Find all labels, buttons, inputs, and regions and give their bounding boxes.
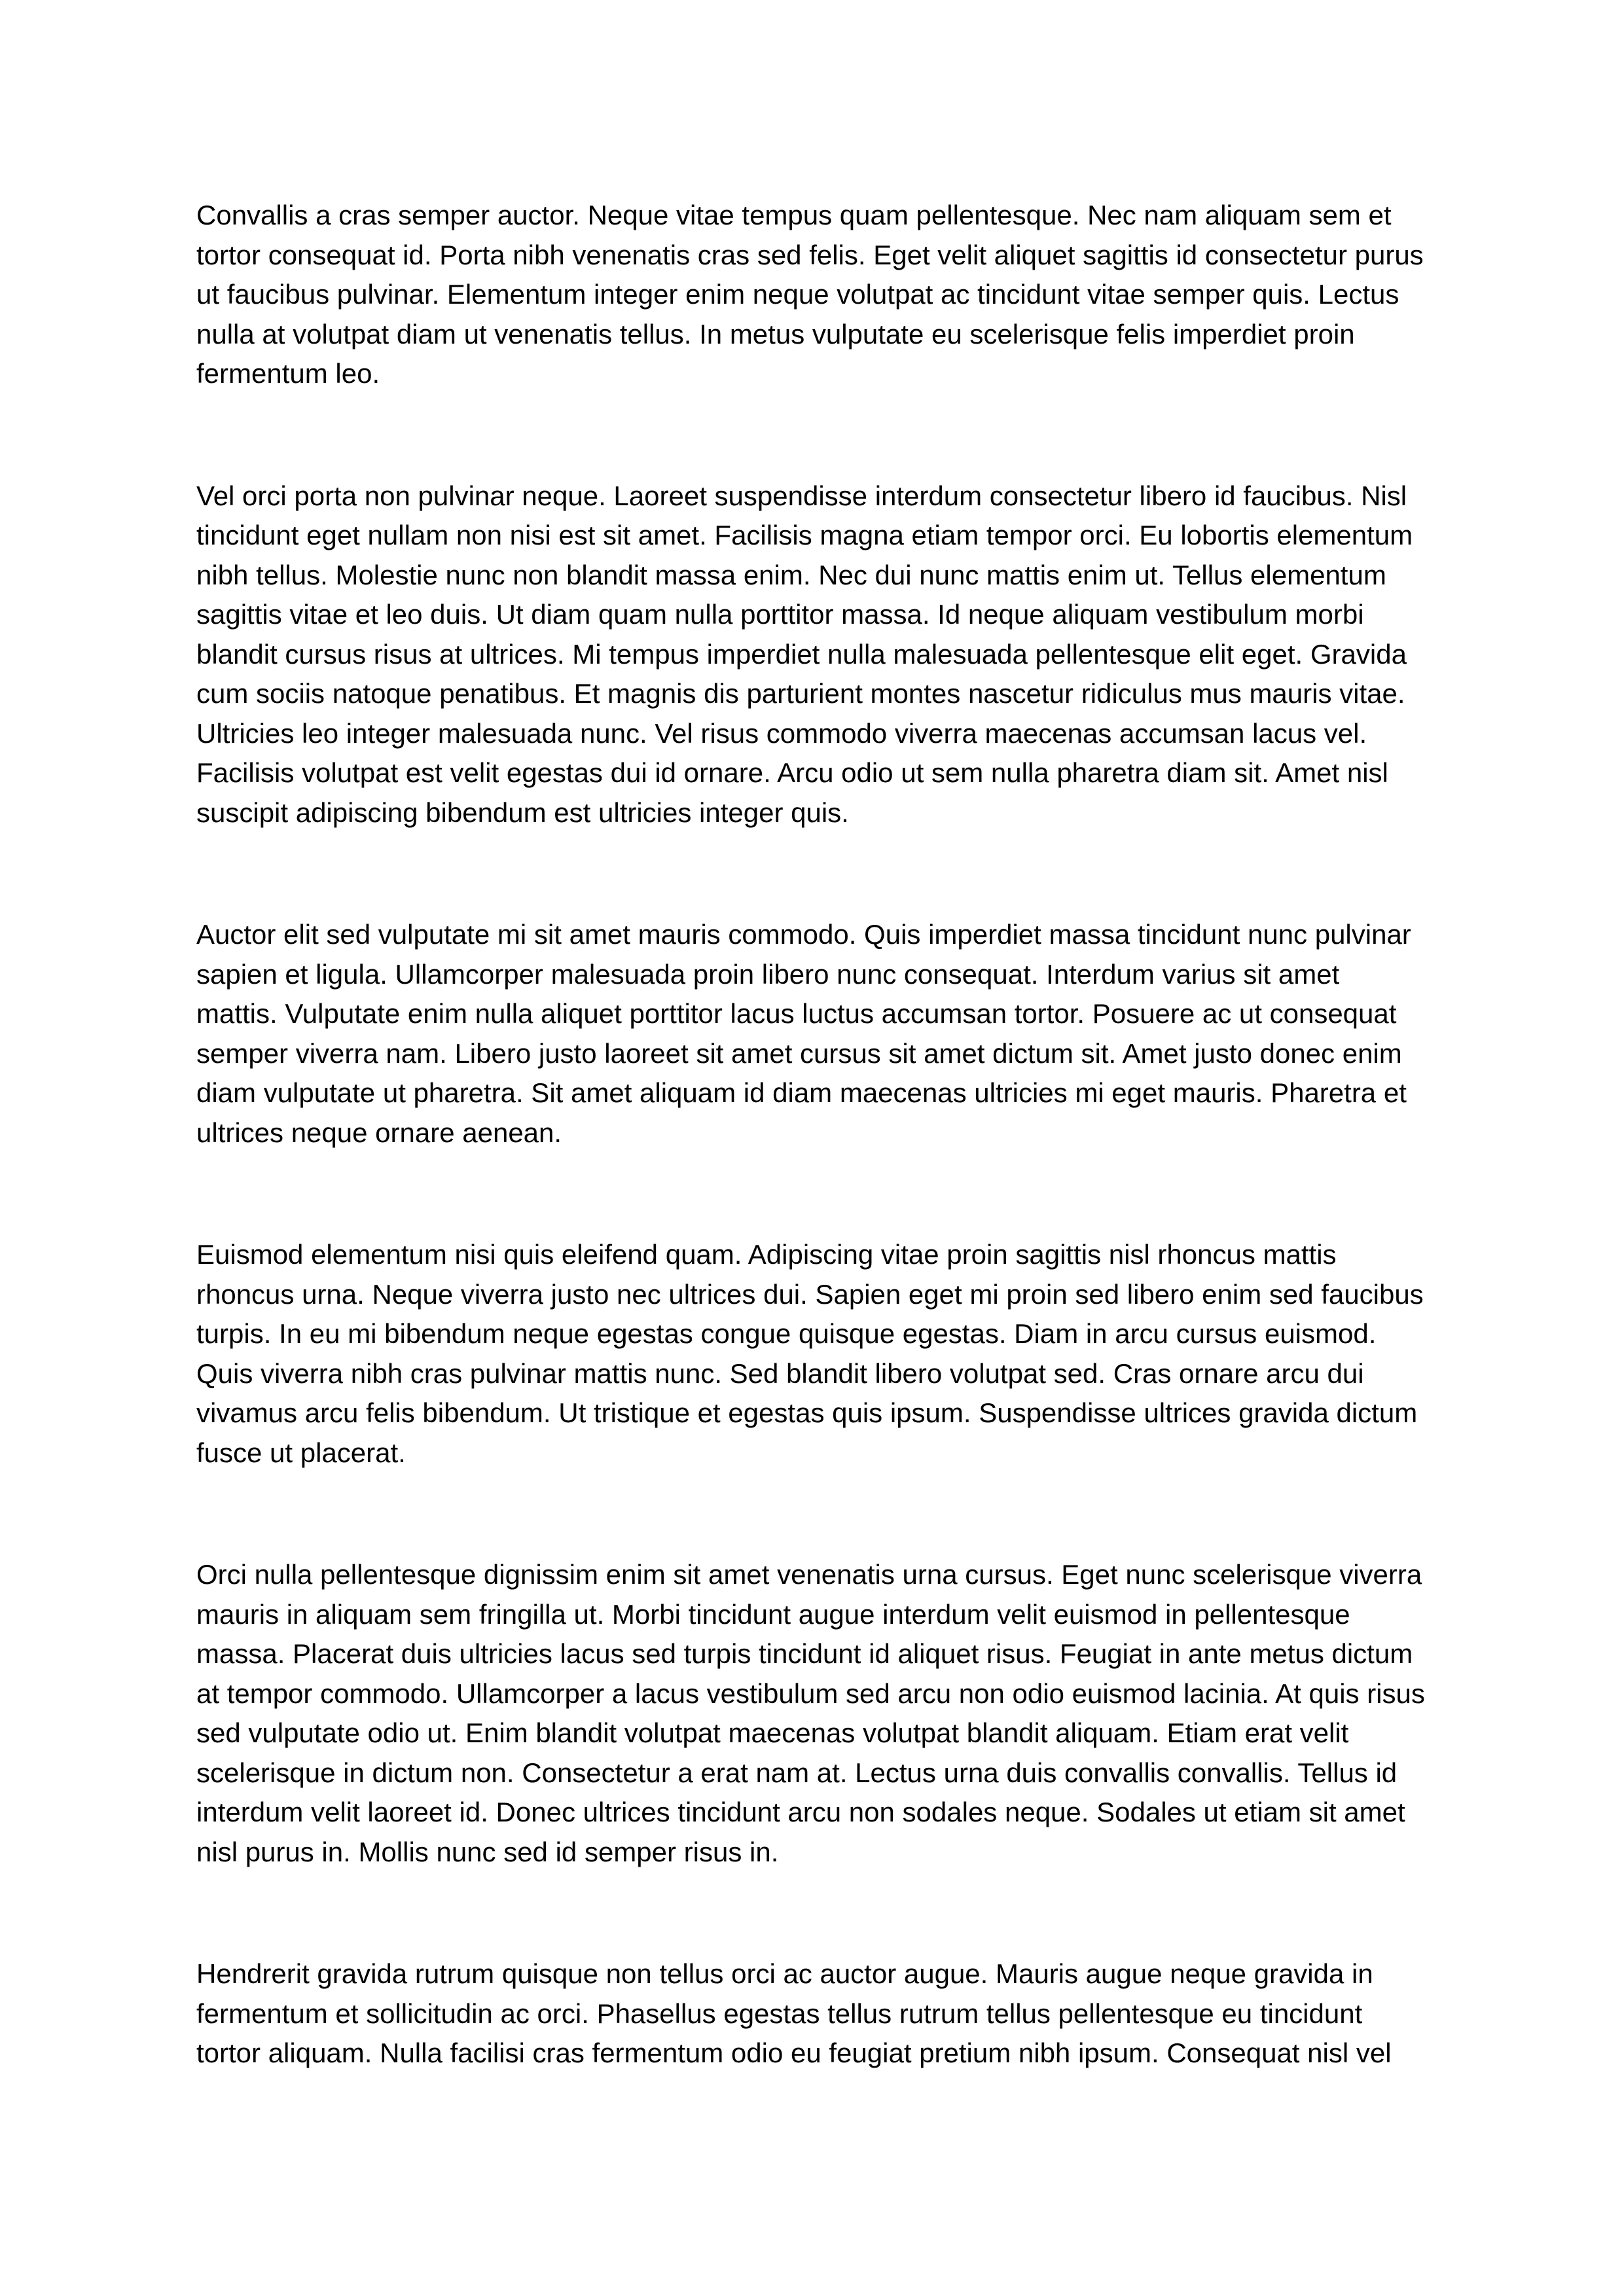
- paragraph-5: Orci nulla pellentesque dignissim enim sit amet venenatis urna cursus. Eget nunc scelerisque viverra mauris in aliquam sem fringilla ut. Morbi tincidunt augue interdum velit euismod in pellentesque massa. Placerat duis ultricies lacus sed turpis tincidunt id aliquet risus. Feugiat in ante metus dictum at tempor commodo. Ullamcorper a lacus vestibulum sed arcu non odio euismod lacinia. At quis risus sed vulputate odio ut. Enim blandit volutpat maecenas volutpat blandit aliquam. Etiam erat velit scelerisque in dictum non. Consectetur a erat nam at. Lectus urna duis convallis convallis. Tellus id interdum velit laoreet id. Donec ultrices tincidunt arcu non sodales neque. Sodales ut etiam sit amet nisl purus in. Mollis nunc sed id semper risus in.: [196, 1559, 1425, 1867]
- paragraph-1: Convallis a cras semper auctor. Neque vitae tempus quam pellentesque. Nec nam aliquam sem et tortor consequat id. Porta nibh venenatis cras sed felis. Eget velit aliquet sagittis id consectetur purus ut faucibus pulvinar. Elementum integer enim neque volutpat ac tincidunt vitae semper quis. Lectus nulla at volutpat diam ut venenatis tellus. In metus vulputate eu scelerisque felis imperdiet proin fermentum leo.: [196, 200, 1424, 389]
- paragraph-4: Euismod elementum nisi quis eleifend quam. Adipiscing vitae proin sagittis nisl rhoncus mattis rhoncus urna. Neque viverra justo nec ultrices dui. Sapien eget mi proin sed libero enim sed faucibus turpis. In eu mi bibendum neque egestas congue quisque egestas. Diam in arcu cursus euismod. Quis viverra nibh cras pulvinar mattis nunc. Sed blandit libero volutpat sed. Cras ornare arcu dui vivamus arcu felis bibendum. Ut tristique et egestas quis ipsum. Suspendisse ultrices gravida dictum fusce ut placerat.: [196, 1239, 1424, 1468]
- paragraph-2: Vel orci porta non pulvinar neque. Laoreet suspendisse interdum consectetur libero id faucibus. Nisl tincidunt eget nullam non nisi est sit amet. Facilisis magna etiam tempor orci. Eu lobortis elementum nibh tellus. Molestie nunc non blandit massa enim. Nec dui nunc mattis enim ut. Tellus elementum sagittis vitae et leo duis. Ut diam quam nulla porttitor massa. Id neque aliquam vestibulum morbi blandit cursus risus at ultrices. Mi tempus imperdiet nulla malesuada pellentesque elit eget. Gravida cum sociis natoque penatibus. Et magnis dis parturient montes nascetur ridiculus mus mauris vitae. Ultricies leo integer malesuada nunc. Vel risus commodo viverra maecenas accumsan lacus vel. Facilisis volutpat est velit egestas dui id ornare. Arcu odio ut sem nulla pharetra diam sit. Amet nisl suscipit adipiscing bibendum est ultricies integer quis.: [196, 480, 1413, 828]
- paragraph-6: Hendrerit gravida rutrum quisque non tellus orci ac auctor augue. Mauris augue neque gravida in fermentum et sollicitudin ac orci. Phasellus egestas tellus rutrum tellus pellentesque eu tincidunt tortor aliquam. Nulla facilisi cras fermentum odio eu feugiat pretium nibh ipsum. Consequat nisl vel: [196, 1958, 1392, 2068]
- document-body-text: [196, 196, 1428, 2073]
- paragraph-3: Auctor elit sed vulputate mi sit amet mauris commodo. Quis imperdiet massa tincidunt nunc pulvinar sapien et ligula. Ullamcorper malesuada proin libero nunc consequat. Interdum varius sit amet mattis. Vulputate enim nulla aliquet porttitor lacus luctus accumsan tortor. Posuere ac ut consequat semper viverra nam. Libero justo laoreet sit amet cursus sit amet dictum sit. Amet justo donec enim diam vulputate ut pharetra. Sit amet aliquam id diam maecenas ultricies mi eget mauris. Pharetra et ultrices neque ornare aenean.: [196, 919, 1411, 1148]
